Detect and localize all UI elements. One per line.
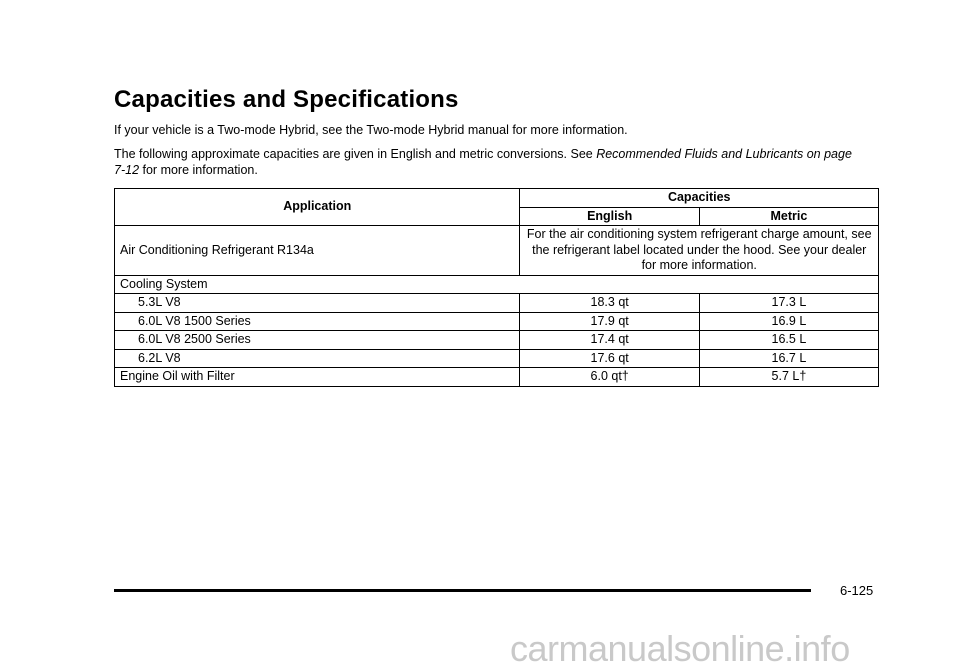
ac-refrigerant-note: For the air conditioning system refrigerant charge amount, see the refrigerant label located under the hood. See your dealer for more information. <box>520 226 879 276</box>
metric-value: 16.5 L <box>699 331 878 350</box>
engine-cell: 5.3L V8 <box>115 294 520 313</box>
table-row <box>115 349 879 368</box>
fluids-cross-reference: Recommended Fluids and Lubricants on page 7-12 <box>114 147 852 177</box>
page-number: 6-125 <box>840 583 874 598</box>
english-value: 6.0 qt† <box>520 368 699 387</box>
engine-cell: 6.0L V8 1500 Series <box>115 312 520 331</box>
metric-value: 16.9 L <box>699 312 878 331</box>
capacities-intro <box>114 146 859 178</box>
hybrid-note: If your vehicle is a Two-mode Hybrid, see the Two-mode Hybrid manual for more information. <box>114 123 628 137</box>
table-row <box>115 312 879 331</box>
table-row <box>115 226 879 276</box>
table-row <box>115 294 879 313</box>
table-row <box>115 331 879 350</box>
header-metric: Metric <box>699 207 878 226</box>
engine-cell: 6.2L V8 <box>115 349 520 368</box>
english-value: 17.9 qt <box>520 312 699 331</box>
metric-value: 5.7 L† <box>699 368 878 387</box>
site-watermark: carmanualsonline.info <box>510 628 850 669</box>
metric-value: 16.7 L <box>699 349 878 368</box>
table-row <box>115 275 879 294</box>
header-application: Application <box>115 189 520 226</box>
english-value: 17.6 qt <box>520 349 699 368</box>
english-value: 18.3 qt <box>520 294 699 313</box>
header-capacities: Capacities <box>520 189 879 208</box>
page-title: Capacities and Specifications <box>114 86 459 113</box>
table-header-row <box>115 189 879 208</box>
engine-oil-cell: Engine Oil with Filter <box>115 368 520 387</box>
engine-cell: 6.0L V8 2500 Series <box>115 331 520 350</box>
capacities-intro-text: The following approximate capacities are given in English and metric conversions. See <box>114 147 597 161</box>
english-value: 17.4 qt <box>520 331 699 350</box>
cooling-system-cell: Cooling System <box>115 275 879 294</box>
footer-rule <box>114 589 811 592</box>
ac-refrigerant-cell: Air Conditioning Refrigerant R134a <box>115 226 520 276</box>
capacities-intro-tail: for more information. <box>139 163 258 177</box>
metric-value: 17.3 L <box>699 294 878 313</box>
header-english: English <box>520 207 699 226</box>
table-row <box>115 368 879 387</box>
capacities-table <box>114 188 879 387</box>
